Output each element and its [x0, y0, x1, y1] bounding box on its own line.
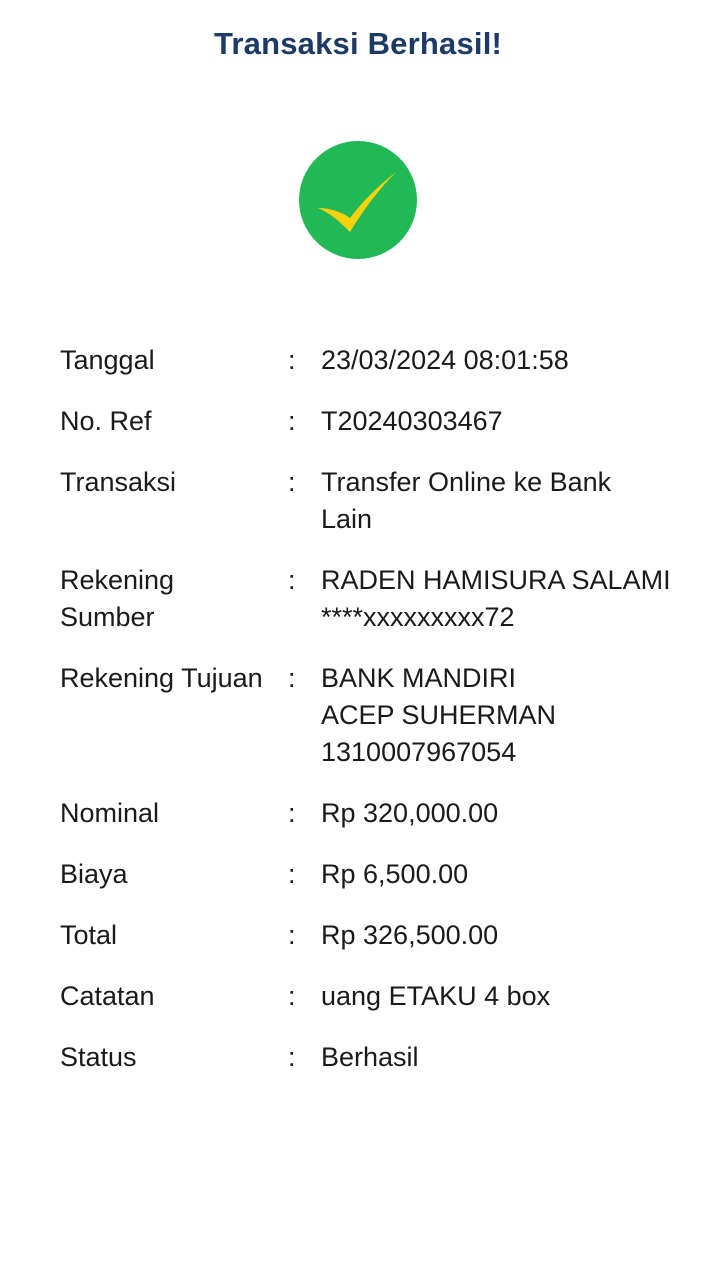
- separator: :: [288, 406, 296, 436]
- value-line: ****xxxxxxxxx72: [321, 602, 515, 632]
- separator: :: [288, 663, 296, 693]
- label-line: Sumber: [60, 602, 155, 632]
- detail-row-tanggal: [60, 342, 680, 403]
- value-transaksi: [321, 464, 680, 538]
- label-status: Status: [60, 1042, 137, 1072]
- value-total: Rp 326,500.00: [321, 920, 499, 950]
- detail-row-transaksi: [60, 464, 680, 562]
- label-transaksi: Transaksi: [60, 467, 177, 497]
- separator: :: [288, 981, 296, 1011]
- detail-row-catatan: [60, 978, 680, 1039]
- label-catatan: Catatan: [60, 981, 155, 1011]
- value-nominal: Rp 320,000.00: [321, 798, 499, 828]
- detail-row-total: [60, 917, 680, 978]
- separator: :: [288, 467, 296, 497]
- label-nominal: Nominal: [60, 798, 160, 828]
- value-line: 1310007967054: [321, 737, 517, 767]
- detail-row-no-ref: [60, 403, 680, 464]
- separator: :: [288, 1042, 296, 1072]
- value-rekening-sumber: [321, 562, 680, 636]
- detail-row-status: [60, 1039, 680, 1100]
- value-line: RADEN HAMISURA SALAMI: [321, 565, 671, 595]
- check-circle-icon: [298, 140, 418, 260]
- label-line: Rekening: [60, 565, 175, 595]
- value-line: ACEP SUHERMAN: [321, 700, 557, 730]
- detail-row-nominal: [60, 795, 680, 856]
- value-tanggal: 23/03/2024 08:01:58: [321, 345, 569, 375]
- page-title: Transaksi Berhasil!: [213, 26, 503, 61]
- success-circle: [299, 141, 417, 259]
- label-rekening-sumber: [60, 562, 288, 636]
- value-rekening-tujuan: [321, 660, 680, 771]
- separator: :: [288, 798, 296, 828]
- label-no-ref: No. Ref: [60, 406, 152, 436]
- detail-row-rekening-tujuan: [60, 660, 680, 795]
- label-rekening-tujuan: Rekening Tujuan: [60, 663, 263, 693]
- value-line: Lain: [321, 504, 373, 534]
- label-total: Total: [60, 920, 118, 950]
- detail-row-rekening-sumber: [60, 562, 680, 660]
- value-catatan: uang ETAKU 4 box: [321, 981, 551, 1011]
- separator: :: [288, 345, 296, 375]
- value-line: BANK MANDIRI: [321, 663, 517, 693]
- label-tanggal: Tanggal: [60, 345, 155, 375]
- value-biaya: Rp 6,500.00: [321, 859, 469, 889]
- separator: :: [288, 565, 296, 595]
- detail-row-biaya: [60, 856, 680, 917]
- label-biaya: Biaya: [60, 859, 128, 889]
- transaction-details: [60, 342, 680, 1100]
- value-line: Transfer Online ke Bank: [321, 467, 612, 497]
- value-no-ref: T20240303467: [321, 406, 503, 436]
- separator: :: [288, 920, 296, 950]
- value-status: Berhasil: [321, 1042, 419, 1072]
- separator: :: [288, 859, 296, 889]
